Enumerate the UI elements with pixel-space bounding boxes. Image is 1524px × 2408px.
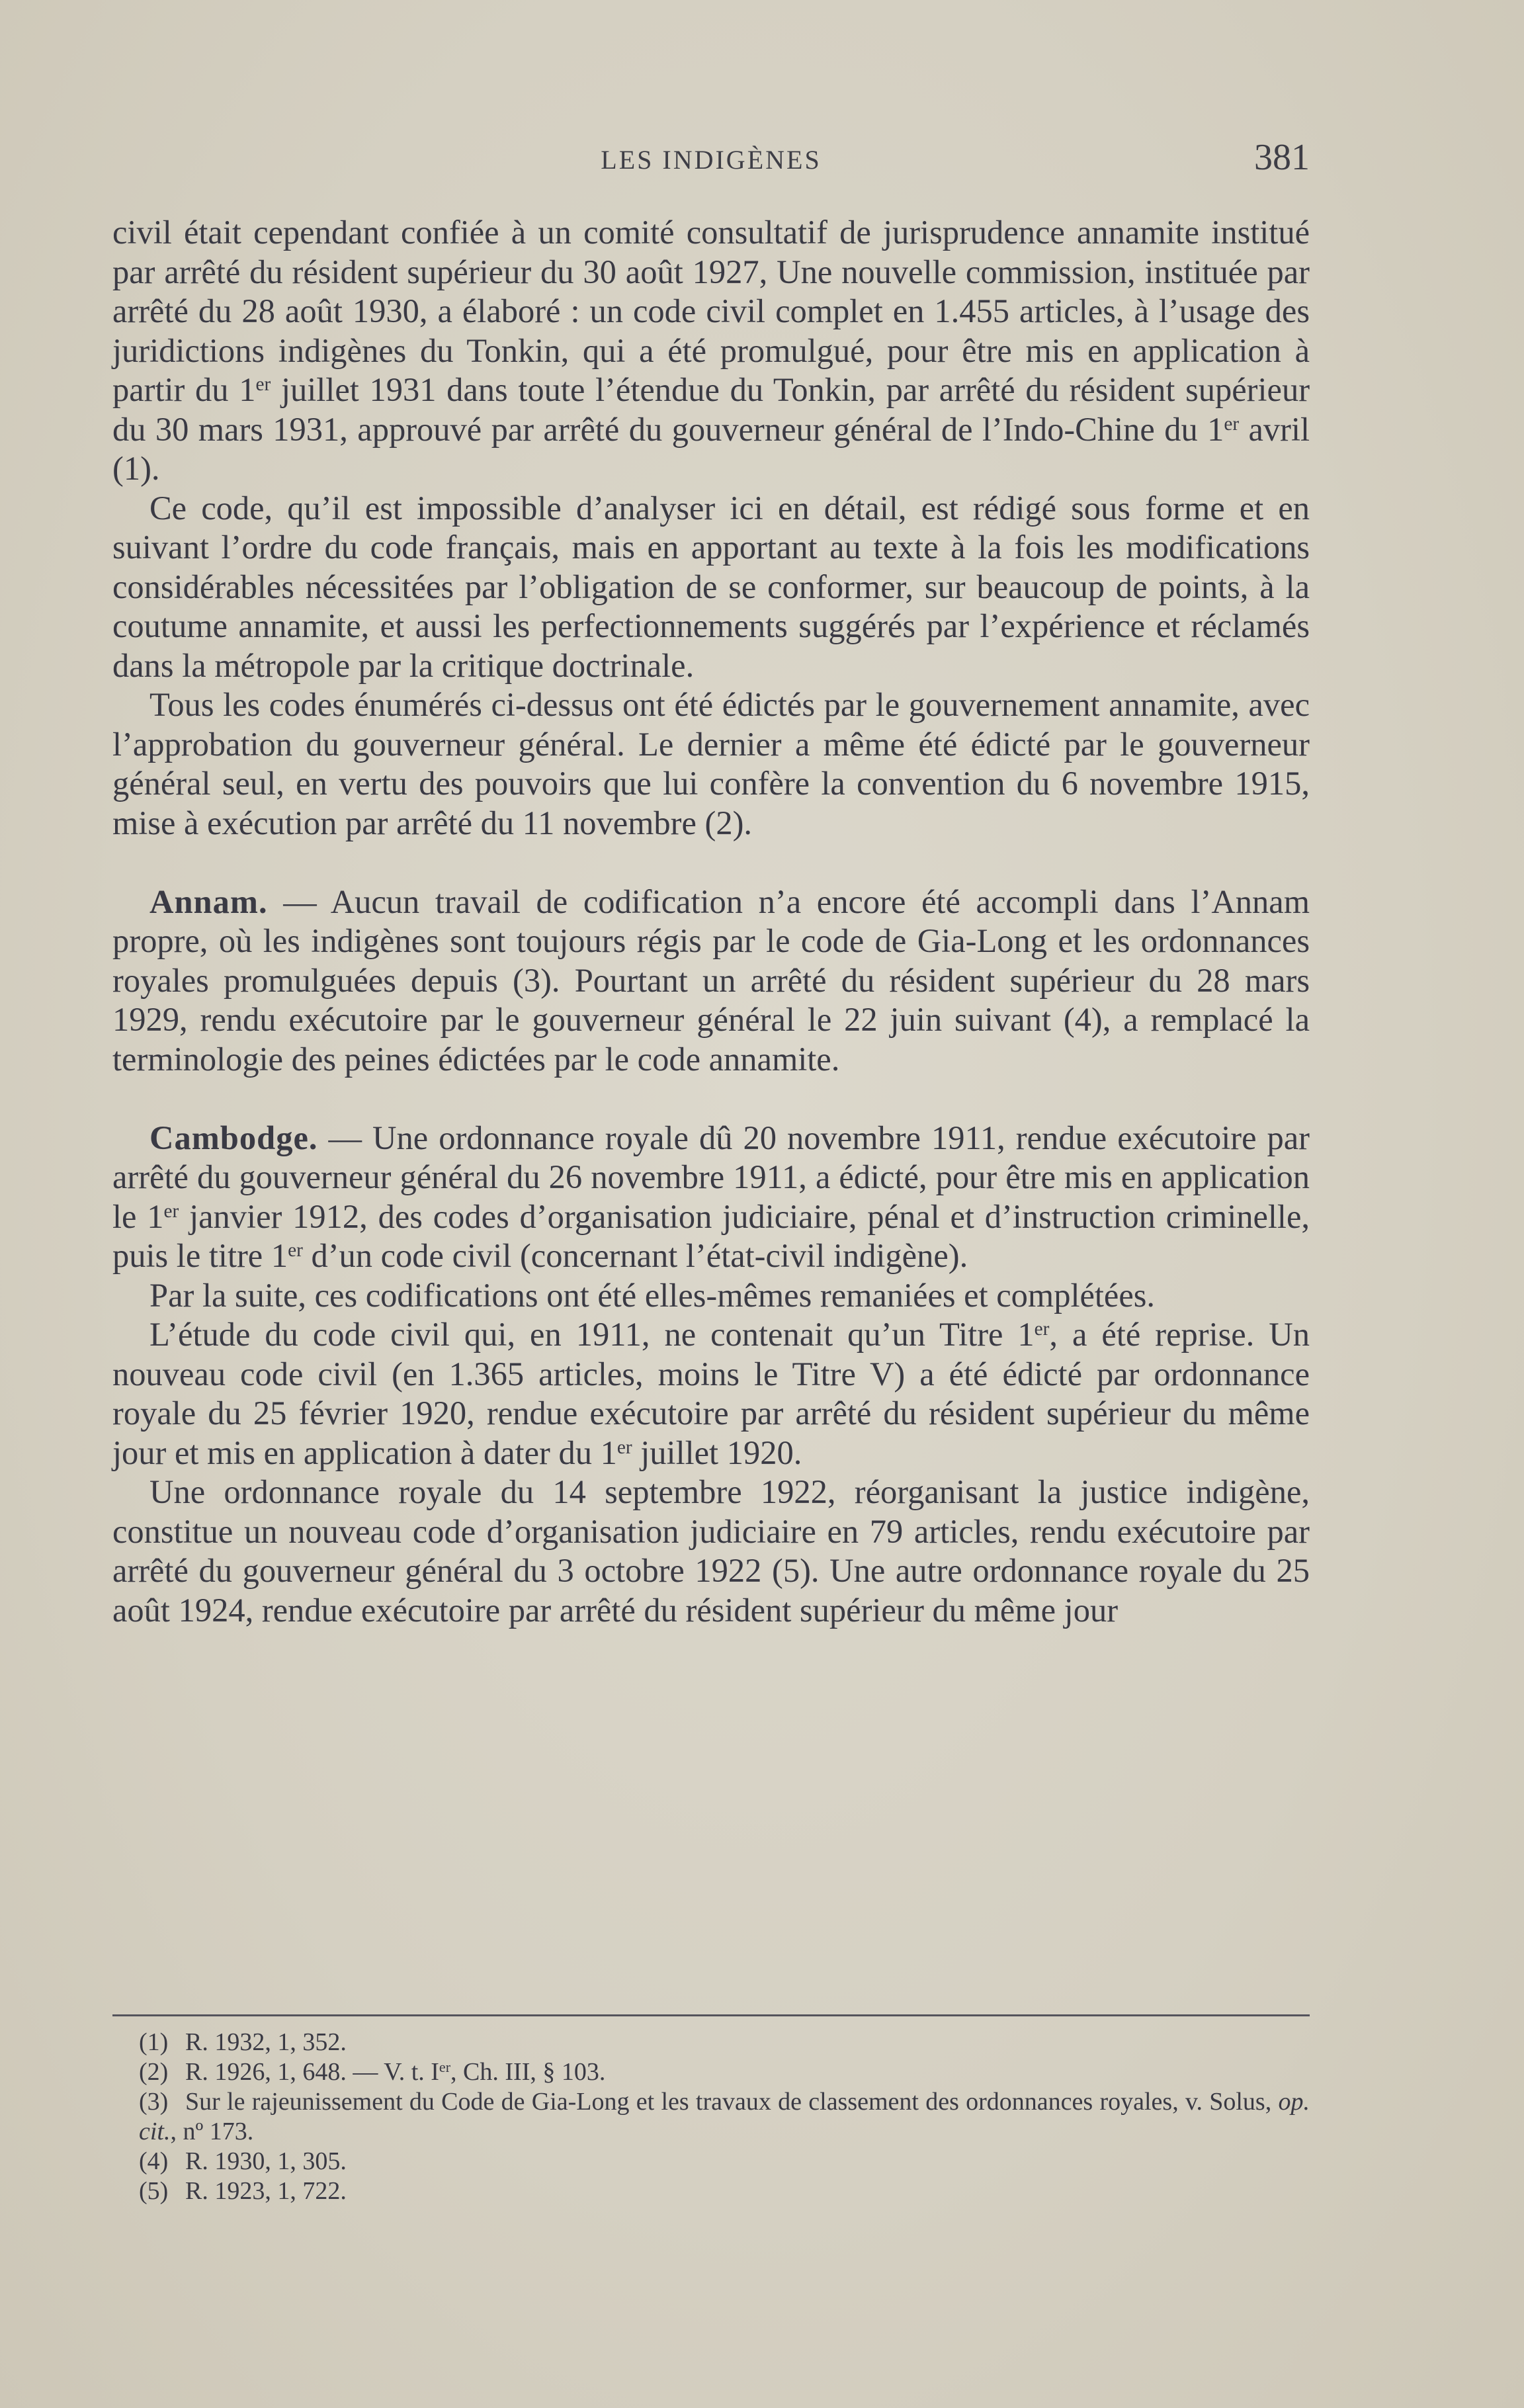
paragraph-cambodge — [112, 1119, 1310, 1276]
page-number: 381 — [1254, 137, 1310, 178]
footnote-text: R. 1926, 1, 648. — V. t. I — [185, 2058, 439, 2086]
text-segment: L’étude du code civil qui, en 1911, ne contenait qu’un Titre 1 — [149, 1316, 1035, 1353]
text-segment: civil était cependant confiée à un comité consultatif de jurisprudence annamite institué par arrêté du résident supérieur du 30 août 1927, Une nouvelle commission, instituée par arrêté du 28 août 1930, a élaboré : un code civil complet en 1.455 articles, à l’usage des juridictions indigènes du Tonkin, qui a été promulgué, pour être mis en application à partir du 1 — [112, 214, 1310, 408]
paragraph-tonkin-code — [112, 213, 1310, 489]
body-text — [112, 213, 1310, 1630]
text-segment: juillet 1920. — [632, 1434, 802, 1471]
text-segment: , a été reprise. Un nouveau code civil (en 1.365 articles, moins le Titre V) a été édicté par ordonnance royale du 25 février 1920, rendue exécutoire par arrêté du résident supérieur du même jour et mis en application à dater du 1 — [112, 1316, 1310, 1471]
superscript: er — [1034, 1318, 1050, 1340]
paragraph-civil-code-study — [112, 1315, 1310, 1473]
footnote-number: (2) — [139, 2058, 169, 2086]
footnote-5 — [112, 2176, 1310, 2206]
footnote-text: , Ch. III, § 103. — [450, 2058, 606, 2086]
running-title: LES INDIGÈNES — [601, 145, 822, 175]
footnote-text: R. 1923, 1, 722. — [185, 2177, 347, 2205]
text-segment: juillet 1931 dans toute l’étendue du Tonkin, par arrêté du résident supérieur du 30 mars 1931, approuvé par arrêté du gouverneur général de l’Indo-Chine du 1 — [112, 371, 1310, 448]
text-segment: avril (1). — [112, 410, 1310, 487]
footnote-number: (3) — [139, 2088, 169, 2116]
footnote-rule — [112, 2014, 1310, 2016]
paragraph-codes-edicted: Tous les codes énumérés ci-dessus ont été édictés par le gouvernement annamite, avec l’approbation du gouverneur général. Le dernier a même été édicté par le gouverneur général seul, en vertu des pouvoirs que lui confère la convention du 6 novembre 1915, mise à exécution par arrêté du 11 novembre (2). — [112, 686, 1310, 841]
paragraph-royal-ordinance-1922: Une ordonnance royale du 14 septembre 1922, réorganisant la justice indigène, constitue un nouveau code d’organisation judiciaire en 79 articles, rendu exécutoire par arrêté du gouverneur général du 3 octobre 1922 (5). Une autre ordonnance royale du 25 août 1924, rendue exécutoire par arrêté du résident supérieur du même jour — [112, 1473, 1310, 1629]
text-segment: — Aucun travail de codification n’a encore été accompli dans l’Annam propre, où les indigènes sont toujours régis par le code de Gia-Long et les ordonnances royales promulguées depuis (3). Pourtant un arrêté du résident supérieur du 28 mars 1929, rendu exécutoire par le gouverneur général le 22 juin suivant (4), a remplacé la terminologie des peines édictées par le code annamite. — [112, 882, 1310, 1078]
text-segment: d’un code civil (concernant l’état-civil indigène). — [302, 1237, 968, 1274]
superscript: er — [255, 373, 271, 395]
footnote-number: (4) — [139, 2147, 169, 2175]
superscript: er — [288, 1239, 303, 1261]
footnote-text: R. 1930, 1, 305. — [185, 2147, 347, 2175]
footnote-number: (5) — [139, 2177, 169, 2205]
section-heading-annam: Annam. — [149, 882, 268, 920]
paragraph-codifications-revised: Par la suite, ces codifications ont été elles-mêmes remaniées et complétées. — [149, 1276, 1156, 1314]
superscript: er — [163, 1200, 179, 1222]
superscript: er — [439, 2058, 451, 2075]
text-segment: — Une ordonnance royale dû 20 novembre 1911, rendue exécutoire par arrêté du gouverneur général du 26 novembre 1911, a édicté, pour être mis en application le 1 — [112, 1119, 1310, 1235]
footnote-text: Sur le rajeunissement du Code de Gia-Long et les travaux de classement des ordonnances royales, v. Solus, — [185, 2088, 1279, 2116]
superscript: er — [616, 1436, 632, 1458]
footnote-3 — [112, 2087, 1310, 2147]
text-segment: janvier 1912, des codes d’organisation judiciaire, pénal et d’instruction criminelle, puis le titre 1 — [112, 1197, 1310, 1274]
footnote-1 — [112, 2028, 1310, 2057]
footnote-4 — [112, 2147, 1310, 2176]
footnote-number: (1) — [139, 2028, 169, 2056]
footnotes — [112, 2028, 1310, 2206]
footnote-italic: op. cit. — [139, 2088, 1310, 2145]
footnote-text: , nº 173. — [170, 2118, 254, 2145]
section-heading-cambodge: Cambodge. — [149, 1119, 318, 1156]
paragraph-annam — [112, 882, 1310, 1080]
footnote-text: R. 1932, 1, 352. — [185, 2028, 347, 2056]
superscript: er — [1224, 413, 1240, 435]
page-header — [112, 132, 1310, 192]
paragraph-code-description: Ce code, qu’il est impossible d’analyser ici en détail, est rédigé sous forme et en suivant l’ordre du code français, mais en apportant au texte à la fois les modifications considérables nécessitées par l’obligation de se conformer, sur beaucoup de points, à la coutume annamite, et aussi les perfectionnements suggérés par l’expérience et réclamés dans la métropole par la critique doctrinale. — [112, 489, 1310, 684]
footnote-2 — [112, 2057, 1310, 2087]
